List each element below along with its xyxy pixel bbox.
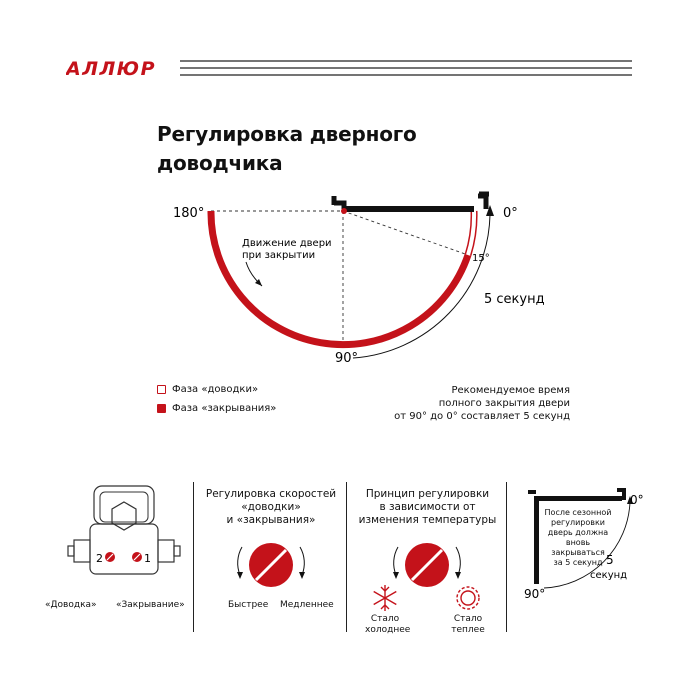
seasonal-time-unit: секунд <box>590 570 628 581</box>
sun-icon <box>453 583 483 613</box>
motion-label-line-2: при закрытии <box>242 250 316 261</box>
seasonal-angle-0: 0° <box>630 493 644 507</box>
screw-1-label: 1 <box>144 552 151 565</box>
label-faster: Быстрее <box>228 600 269 610</box>
temp-title-line-1: Принцип регулировки <box>365 488 490 500</box>
speed-title-line-2: «доводки» <box>241 501 301 513</box>
door-leaf-closed <box>534 496 622 501</box>
title-line-2: доводчика <box>157 151 283 175</box>
brand-logo <box>66 58 170 78</box>
seasonal-text <box>542 508 614 568</box>
temp-title-line-3: изменения температуры <box>358 514 497 526</box>
rotate-ccw-arrow-icon <box>394 547 398 575</box>
frame-right-bracket <box>478 196 486 209</box>
angle-90-label: 90° <box>335 351 359 366</box>
legend <box>157 384 276 414</box>
recommendation-line-3: от 90° до 0° составляет 5 секунд <box>394 411 570 422</box>
angle-15-label: 15° <box>472 253 490 264</box>
brand-logo-text: АЛЛЮР <box>66 58 156 78</box>
seasonal-line-5: закрываться <box>551 548 605 557</box>
header-rule-lines <box>180 58 632 78</box>
speed-dial-drawing <box>226 535 316 595</box>
recommendation-line-1: Рекомендуемое время <box>451 385 570 396</box>
door-leaf-open <box>534 496 539 584</box>
line-15-dashed <box>343 211 468 255</box>
legend-swatch-filled <box>157 404 166 413</box>
label-warmer <box>448 614 488 636</box>
legend-item-latching <box>157 384 276 395</box>
speed-panel-title <box>196 488 346 527</box>
recommendation-text <box>360 384 570 423</box>
legend-label: Фаза «закрывания» <box>172 403 277 414</box>
motion-label-line-1: Движение двери <box>242 238 332 249</box>
seasonal-line-3: дверь должна <box>547 528 609 537</box>
angle-180-label: 180° <box>173 206 205 221</box>
seasonal-line-2: регулировки <box>551 518 605 527</box>
seasonal-time-value: 5 <box>606 553 614 567</box>
colder-line-2: холоднее <box>365 625 411 635</box>
door-hinge <box>341 208 347 214</box>
door-closing-diagram <box>0 180 700 380</box>
seasonal-angle-90: 90° <box>524 587 546 601</box>
hex-nut-icon <box>112 502 136 530</box>
label-closing-screw: «Закрывание» <box>116 600 185 610</box>
angle-0-label: 0° <box>503 206 518 221</box>
page-title <box>157 120 417 178</box>
temperature-panel-title <box>350 488 505 527</box>
temp-title-line-2: в зависимости от <box>379 501 476 513</box>
panel-divider <box>506 482 507 632</box>
rotate-cw-arrow-icon <box>300 547 304 575</box>
door-leaf <box>344 206 474 212</box>
label-colder <box>365 614 411 636</box>
screw-2-label: 2 <box>96 552 103 565</box>
seasonal-line-6: за 5 секунд <box>553 558 603 567</box>
seasonal-line-4: вновь <box>565 538 591 547</box>
legend-item-closing <box>157 403 276 414</box>
label-latching-screw: «Доводка» <box>45 600 97 610</box>
speed-title-line-1: Регулировка скоростей <box>205 488 337 500</box>
warmer-line-2: теплее <box>451 625 485 635</box>
rotate-ccw-arrow-icon <box>238 547 242 575</box>
legend-label: Фаза «доводки» <box>172 384 259 395</box>
closer-body-drawing <box>60 480 190 590</box>
legend-swatch-outline <box>157 385 166 394</box>
panel-divider <box>346 482 347 632</box>
speed-title-line-3: и «закрывания» <box>226 514 316 526</box>
recommendation-line-2: полного закрытия двери <box>438 398 570 409</box>
time-label: 5 секунд <box>484 292 545 307</box>
snowflake-icon <box>370 583 400 613</box>
rotate-cw-arrow-icon <box>456 547 460 575</box>
seasonal-line-1: После сезонной <box>544 508 612 517</box>
closing-phase-arc <box>211 211 468 345</box>
panel-divider <box>193 482 194 632</box>
title-line-1: Регулировка дверного <box>157 122 417 146</box>
warmer-line-1: Стало <box>453 614 483 624</box>
colder-line-1: Стало <box>370 614 400 624</box>
label-slower: Медленнее <box>280 600 334 610</box>
